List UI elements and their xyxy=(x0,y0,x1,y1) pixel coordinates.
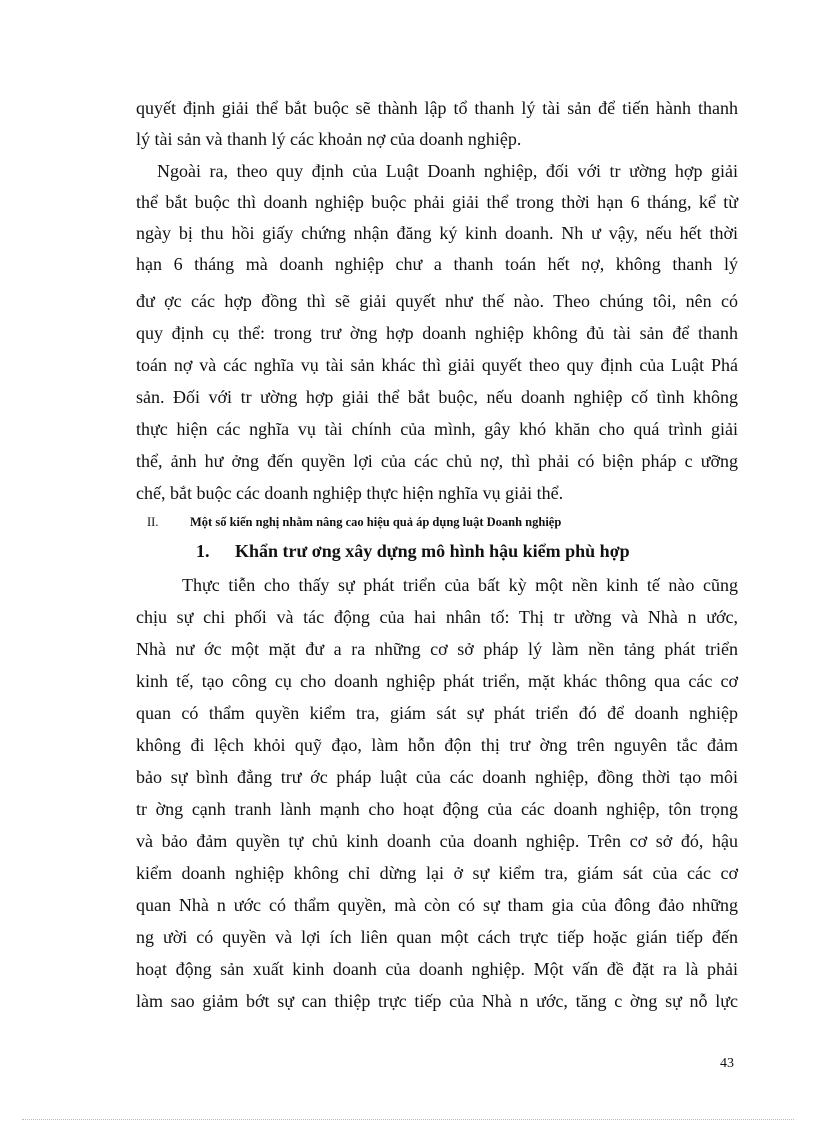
para2-line-9: thực hiện các nghĩa vụ tài chính của mình, gây khó khăn cho quá trình giải xyxy=(136,419,738,439)
para2-line-4: hạn 6 tháng mà doanh nghiệp chư a thanh toán hết nợ, không thanh lý xyxy=(136,254,738,274)
para3-line-2: chịu sự chi phối và tác động của hai nhân tố: Thị tr ường và Nhà n ước, xyxy=(136,607,738,627)
para3-line-1: Thực tiễn cho thấy sự phát triển của bất kỳ một nền kinh tế nào cũng xyxy=(182,575,738,595)
para3-line-8: tr ờng cạnh tranh lành mạnh cho hoạt động của các doanh nghiệp, tôn trọng xyxy=(136,799,738,819)
para2-line-10: thể, ảnh hư ởng đến quyền lợi của các chủ nợ, thì phải có biện pháp c ưỡng xyxy=(136,451,738,471)
para2-line-2: thể bắt buộc thì doanh nghiệp buộc phải giải thể trong thời hạn 6 tháng, kể từ xyxy=(136,192,738,212)
para3-line-10: kiểm doanh nghiệp không chỉ dừng lại ở sự kiểm tra, giám sát của các cơ xyxy=(136,863,738,883)
subsection-heading: Khẩn trư ơng xây dựng mô hình hậu kiểm phù hợp xyxy=(235,541,630,561)
subsection-number: 1. xyxy=(196,541,210,561)
para3-line-4: kinh tế, tạo công cụ cho doanh nghiệp phát triển, mặt khác thông qua các cơ xyxy=(136,671,738,691)
para2-line-6: quy định cụ thể: trong trư ờng hợp doanh nghiệp không đủ tài sản để thanh xyxy=(136,323,738,343)
para1-line-1: quyết định giải thể bắt buộc sẽ thành lập tổ thanh lý tài sản để tiến hành thanh xyxy=(136,98,738,118)
para2-line-8: sản. Đối với tr ường hợp giải thể bắt buộc, nếu doanh nghiệp cố tình không xyxy=(136,387,738,407)
section-heading: Một số kiến nghị nhằm nâng cao hiệu quả áp dụng luật Doanh nghiệp xyxy=(190,515,562,529)
para3-line-5: quan có thẩm quyền kiểm tra, giám sát sự phát triển đó để doanh nghiệp xyxy=(136,703,738,723)
section-number: II. xyxy=(147,515,159,529)
para2-line-5: đư ợc các hợp đồng thì sẽ giải quyết như thế nào. Theo chúng tôi, nên có xyxy=(136,291,738,311)
para2-line-1: Ngoài ra, theo quy định của Luật Doanh nghiệp, đối với tr ường hợp giải xyxy=(157,161,738,181)
para3-line-6: không đi lệch khỏi quỹ đạo, làm hỗn độn thị trư ờng trên nguyên tắc đảm xyxy=(136,735,738,755)
para3-line-13: hoạt động sản xuất kinh doanh của doanh nghiệp. Một vấn đề đặt ra là phải xyxy=(136,959,738,979)
para3-line-3: Nhà nư ớc một mặt đư a ra những cơ sở pháp lý làm nền tảng phát triển xyxy=(136,639,738,659)
para3-line-9: và bảo đảm quyền tự chủ kinh doanh của doanh nghiệp. Trên cơ sở đó, hậu xyxy=(136,831,738,851)
para2-line-7: toán nợ và các nghĩa vụ tài sản khác thì giải quyết theo quy định của Luật Phá xyxy=(136,355,738,375)
para2-line-3: ngày bị thu hồi giấy chứng nhận đăng ký kinh doanh. Nh ư vậy, nếu hết thời xyxy=(136,223,738,243)
para3-line-7: bảo sự bình đẳng trư ớc pháp luật của các doanh nghiệp, đồng thời tạo môi xyxy=(136,767,738,787)
page-bottom-divider xyxy=(22,1119,794,1120)
para3-line-12: ng ười có quyền và lợi ích liên quan một cách trực tiếp hoặc gián tiếp đến xyxy=(136,927,738,947)
page-number: 43 xyxy=(720,1056,734,1071)
para3-line-11: quan Nhà n ước có thẩm quyền, mà còn có sự tham gia của đông đảo những xyxy=(136,895,738,915)
para3-line-14: làm sao giảm bớt sự can thiệp trực tiếp của Nhà n ước, tăng c ờng sự nỗ lực xyxy=(136,991,738,1011)
para2-line-11: chế, bắt buộc các doanh nghiệp thực hiện nghĩa vụ giải thể. xyxy=(136,483,564,503)
para1-line-2: lý tài sản và thanh lý các khoản nợ của doanh nghiệp. xyxy=(136,129,522,149)
